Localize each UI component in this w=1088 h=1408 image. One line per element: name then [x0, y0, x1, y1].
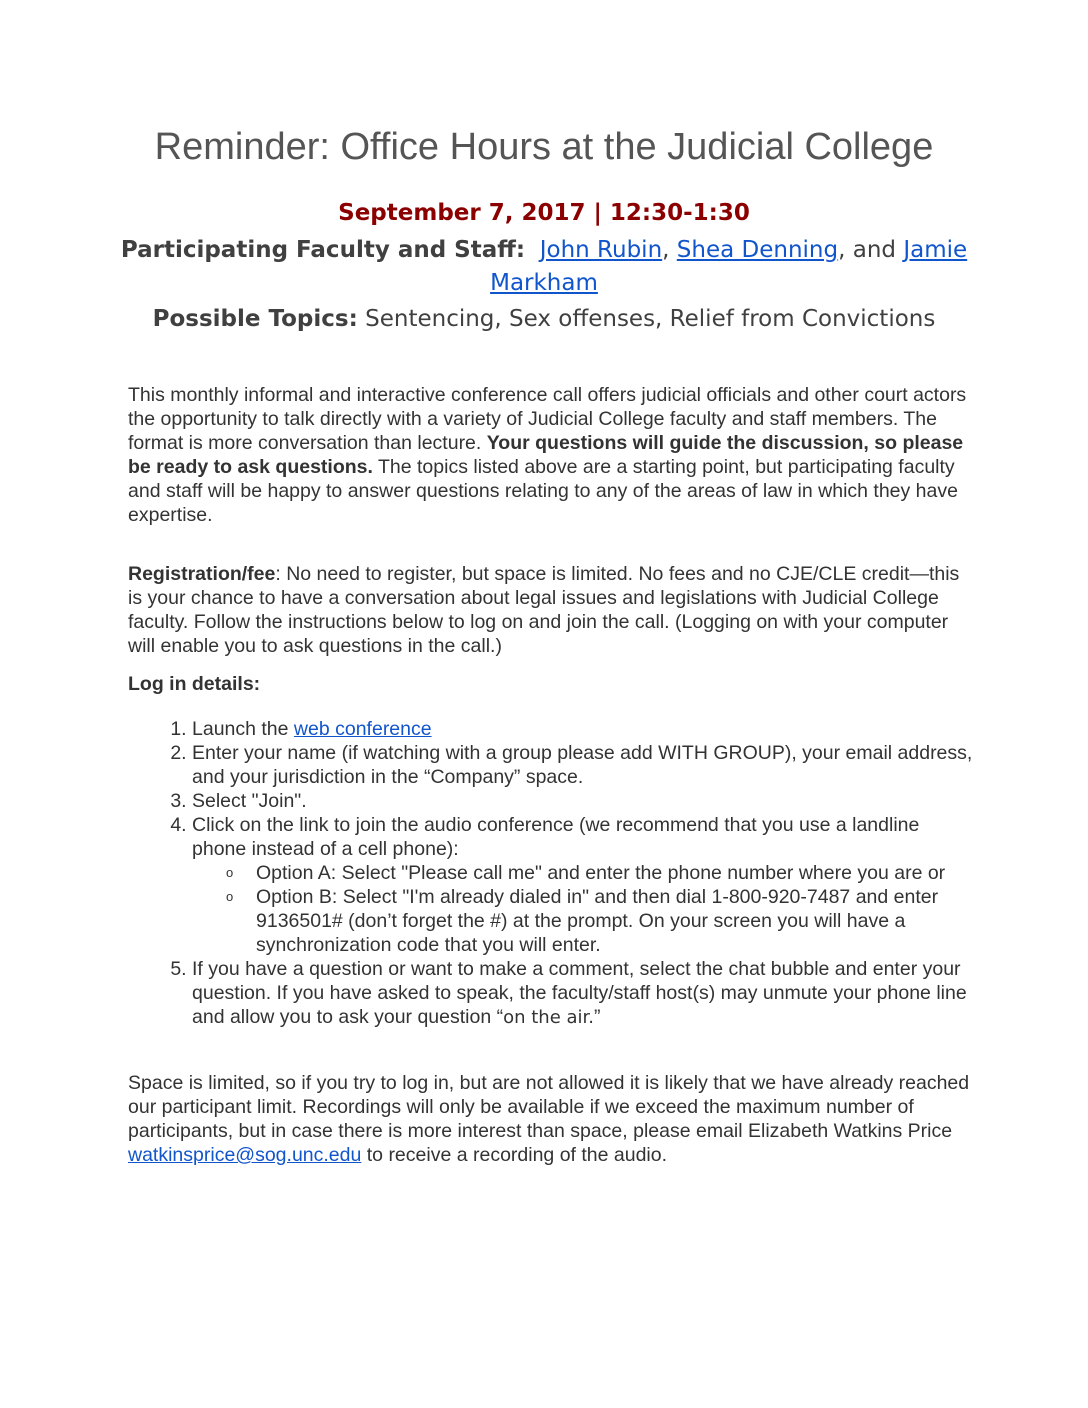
faculty-label: Participating Faculty and Staff: — [120, 237, 526, 263]
step-2-text: Enter your name (if watching with a group please add WITH GROUP), your email address, and your jurisdiction in the “Company” space. — [192, 742, 973, 788]
intro-text-1: This monthly informal and interactive conference call offers judicial officials and other court actors the opportunity to talk directly with a variety of Judicial College faculty and staff members. The format is more conversation than lecture. — [128, 384, 967, 454]
option-a-text: Option A: Select "Please call me" and enter the phone number where you are or — [256, 862, 946, 884]
email-link[interactable]: watkinsprice@sog.unc.edu — [128, 1144, 362, 1166]
web-conference-link[interactable]: web conference — [293, 718, 432, 740]
login-heading: Log in details: — [128, 673, 261, 695]
login-step-2 — [192, 741, 973, 789]
faculty-line — [0, 237, 1088, 263]
faculty-link-jamie-markham[interactable]: Jamie — [903, 237, 968, 263]
faculty-link-shea-denning[interactable]: Shea Denning — [676, 237, 839, 263]
intro-paragraph — [128, 383, 973, 527]
faculty-and: , and — [838, 237, 904, 263]
topics-label: Possible Topics: — [152, 306, 358, 332]
login-step-4 — [192, 813, 973, 957]
topics-line — [0, 306, 1088, 332]
faculty-link-john-rubin[interactable]: John Rubin — [539, 237, 663, 263]
option-b-bullet: o — [226, 889, 234, 904]
login-step-5 — [192, 957, 973, 1030]
closing-text: Space is limited, so if you try to log in, but are not allowed it is likely that we have already reached our participant limit. Recordings will only be available if we exceed the maximum number of participants, but in case there is more interest than space, please email Elizabeth Watkins Price — [128, 1072, 970, 1142]
step-4-text: Click on the link to join the audio conference (we recommend that you use a landline phone instead of a cell phone): — [192, 814, 920, 860]
login-steps-list — [128, 717, 973, 1030]
topics-list: Sentencing, Sex offenses, Relief from Convictions — [365, 306, 936, 332]
option-a — [226, 861, 973, 885]
event-date-time: September 7, 2017 | 12:30-1:30 — [338, 200, 750, 226]
step-1-text: Launch the — [192, 718, 294, 740]
login-step-1 — [192, 717, 973, 741]
option-b — [226, 885, 973, 957]
step-5-end: ” — [594, 1006, 601, 1028]
faculty-line-continued — [0, 270, 1088, 296]
faculty-separator: , — [662, 237, 670, 263]
step-5-text: If you have a question or want to make a comment, select the chat bubble and enter your question. If you have asked to speak, the faculty/staff host(s) may unmute your phone line and allow you to ask your question “ — [192, 958, 967, 1028]
closing-suffix: to receive a recording of the audio. — [361, 1144, 668, 1166]
login-step-3 — [192, 789, 973, 813]
page-title: Reminder: Office Hours at the Judicial College — [154, 126, 934, 168]
registration-text: : No need to register, but space is limited. No fees and no CJE/CLE credit—this is your chance to have a conversation about legal issues and legislations with Judicial College faculty. Follow the instructions below to log on and join the call. (Logging on with your computer will enable you to ask questions in the call.) — [128, 563, 960, 657]
registration-label: Registration/fee — [128, 563, 276, 585]
step-3-text: Select "Join". — [192, 790, 307, 812]
closing-paragraph — [128, 1071, 973, 1167]
step-5-quote: on the air. — [503, 1007, 595, 1028]
intro-text-2: The topics listed above are a starting point, but participating faculty and staff will be happy to answer questions relating to any of the areas of law in which they have expertise. — [128, 456, 958, 526]
intro-bold-text: Your questions will guide the discussion, so please be ready to ask questions. — [128, 432, 964, 478]
registration-paragraph — [128, 562, 973, 658]
option-b-text: Option B: Select "I'm already dialed in" and then dial 1-800-920-7487 and enter 9136501# (don’t forget the #) at the prompt. On your screen you will have a synchronization code that you will enter. — [256, 886, 939, 956]
audio-options-list — [192, 861, 973, 957]
option-a-bullet: o — [226, 865, 234, 880]
faculty-link-jamie-markham-continued[interactable]: Markham — [490, 270, 598, 296]
